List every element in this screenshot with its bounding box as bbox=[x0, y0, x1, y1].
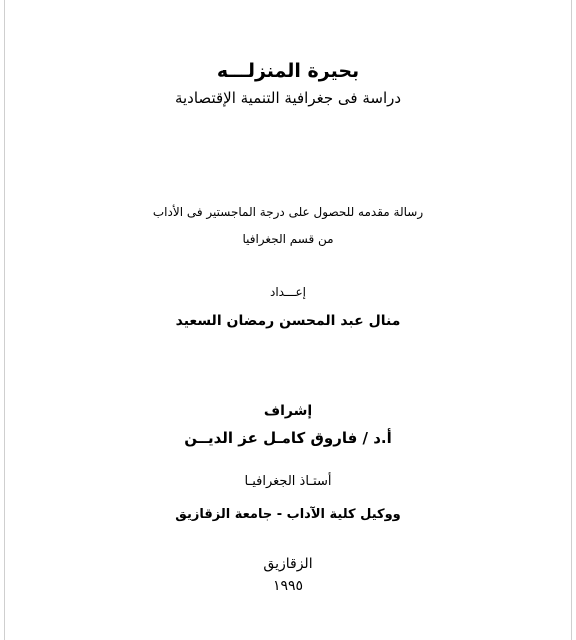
supervisor-name: أ.د / فاروق كامـل عز الديــن bbox=[184, 429, 392, 447]
supervisor-position: أستـاذ الجغرافيـا bbox=[244, 474, 332, 489]
place-of-publication: الزقازيق bbox=[263, 556, 313, 572]
thesis-purpose-line: رسالة مقدمه للحصول على درجة الماجستير فى الأداب bbox=[152, 205, 424, 219]
department-line: من قسم الجغرافيا bbox=[242, 232, 334, 246]
author-name: منال عبد المحسن رمضان السعيد bbox=[175, 313, 401, 329]
thesis-title: بحيرة المنزلـــه bbox=[216, 60, 360, 82]
prepared-by-label: إعـــداد bbox=[269, 285, 307, 299]
thesis-subtitle: دراسة فى جغرافية التنمية الإقتصادية bbox=[174, 89, 402, 107]
supervision-label: إشراف bbox=[263, 403, 313, 419]
publication-year: ١٩٩٥ bbox=[272, 578, 304, 594]
supervisor-affiliation: ووكيل كلية الآداب - جامعة الزقازيق bbox=[175, 507, 401, 522]
